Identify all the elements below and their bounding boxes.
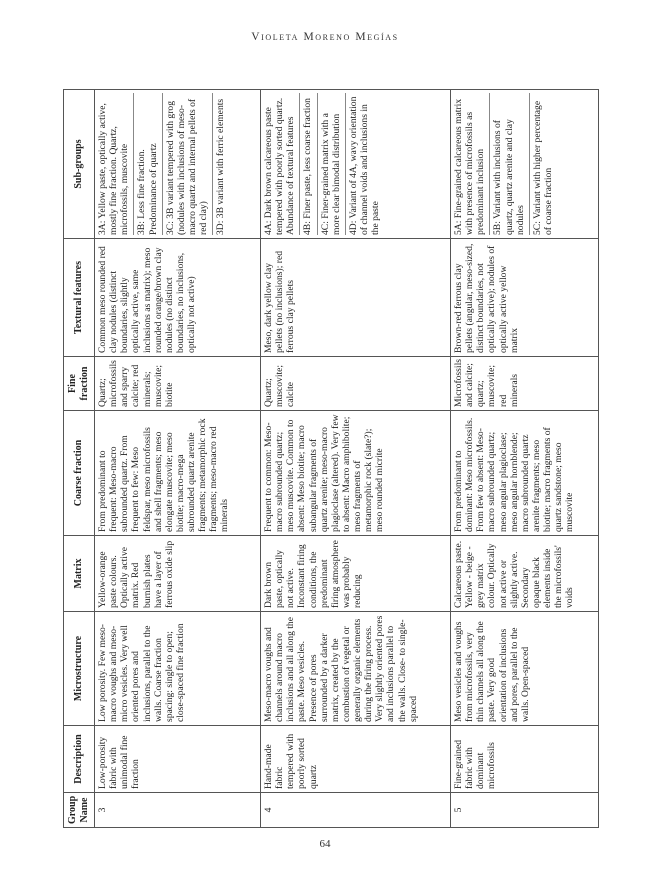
running-header: Violeta Moreno Megías xyxy=(251,31,399,43)
group-name-cell: 4 xyxy=(261,793,451,828)
fabric-groups-table xyxy=(63,89,599,828)
microstructure-cell: Meso vesicles and voughs from microfossils, very thin channels all along the paste. Very good orientation of inclusions and pores, parallel to the walls. Open-spaced xyxy=(451,612,599,726)
column-header: Microstructure xyxy=(64,612,95,726)
column-header: Fine fraction xyxy=(64,357,95,411)
group-name-cell: 5 xyxy=(451,793,599,828)
sub-group-item: 4B: Finer paste, less coarse fraction xyxy=(300,93,317,235)
sub-groups-cell xyxy=(261,90,451,239)
matrix-cell: Yellow-orange paste colours. Optically active matrix. Red burnish plates have a layer of ferrous oxide slip xyxy=(95,536,261,612)
table-row xyxy=(451,90,599,828)
sub-group-item: 3A: Yellow paste, optically active, mostly fine fraction. Quartz, microfossils, muscovite xyxy=(95,93,134,235)
sub-group-item: 3C: 3B variant tempered with grog (nodules with inclusions of meso-macro quartz and internal pellets of red clay) xyxy=(163,93,214,235)
microstructure-cell: Meso-macro voughs and channels around macro inclusions and all along the paste. Meso vesicles. Presence of pores surrounded by a darker matrix, created by the combustion of vegetal or generally organic elements during the firing process. Very slightly oriented pores and inclusions parallel to the walls. Close- to single-spaced xyxy=(261,612,451,726)
rotated-table-area xyxy=(63,90,599,828)
sub-group-item: 5B: Variant with inclusions of quartz, quartz arenite and clay nodules xyxy=(490,93,529,235)
column-header: Description xyxy=(64,726,95,793)
textural-features-cell: Brown-red ferrous clay pellets (angular, meso-sized, distinct boundaries, not optically active); nodules of optically active yellow matrix xyxy=(451,239,599,357)
column-header: Coarse fraction xyxy=(64,411,95,536)
fine-fraction-cell: Quartz; microfossils and sparry calcite; red minerals; muscovite; biotite xyxy=(95,357,261,411)
page-number: 64 xyxy=(319,838,331,850)
table-row xyxy=(95,90,261,828)
column-header: Textural features xyxy=(64,239,95,357)
column-header: Sub-groups xyxy=(64,90,95,239)
sub-group-item: 5C: Variant with higher percentage of coarse fraction xyxy=(531,100,554,235)
table-row xyxy=(261,90,451,828)
group-name-cell: 3 xyxy=(95,793,261,828)
sub-groups-cell xyxy=(451,90,599,239)
fine-fraction-cell: Microfossils and calcite; quartz; muscovite; red minerals xyxy=(451,357,599,411)
sub-group-item: 5A: Fine-grained calcareous matrix with presence of microfossils as predominant inclusion xyxy=(451,93,490,235)
description-cell: Fine-grained fabric with dominant microfossils xyxy=(451,726,599,793)
textural-features-cell: Meso, dark yellow clay pellets (no inclusions); red ferrous clay pellets xyxy=(261,239,451,357)
sub-group-item: 4A: Dark brown calcareous paste tempered with poorly sorted quartz. Abundance of textural features xyxy=(261,93,300,235)
description-cell: Hand-made fabric tempered with poorly sorted quartz xyxy=(261,726,451,793)
textural-features-cell: Common meso rounded red clay nodules (distinct boundaries, slightly optically active, same inclusions as matrix); meso rounded orange/brown clay nodules (no distinct boundaries, no inclusions, optically not active) xyxy=(95,239,261,357)
fine-fraction-cell: Quartz; muscovite; calcite xyxy=(261,357,451,411)
matrix-cell: Dark brown paste, optically not active. Inconstant firing conditions, the predominant firing atmosphere was probably reducing xyxy=(261,536,451,612)
matrix-cell: Calcareous paste. Yellow - beige - grey matrix colour. Optically not active or slightly active. Secondary opaque black elements inside the microfossils' voids xyxy=(451,536,599,612)
coarse-fraction-cell: From predominant to frequent: Meso-macro subrounded quartz. From frequent to few: Meso feldspar, meso microfossils and shell fragments; meso elongate muscovite; meso biotite; macro-mega subrounded quartz arenite fragments; metamorphic rock fragments; meso-macro red minerals xyxy=(95,411,261,536)
sub-groups-cell xyxy=(95,90,261,239)
column-header: Group Name xyxy=(64,793,95,828)
table-header-row xyxy=(64,90,95,828)
microstructure-cell: Low porosity. Few meso-macro voughs and meso-micro vesicles. Very well oriented pores and inclusions, parallel to the walls. Coarse fraction spacing: single to open; close-spaced fine fraction xyxy=(95,612,261,726)
sub-group-item: 3D: 3B variant with ferric elements xyxy=(215,98,227,235)
coarse-fraction-cell: Frequent to common: Meso-macro subrounded quartz; meso muscovite. Common to absent: Meso biotite; macro subangular fragments of quartz arenite; meso-macro plagioclase (altered). Very few to absent: Macro amphibolite; meso fragments of metamorphic rock (slate?); meso rounded micrite xyxy=(261,411,451,536)
sub-group-item: 4D: Variant of 4A, wavy orientation of channel voids and inclusions in the paste xyxy=(347,96,381,235)
sub-group-item: 3B: Less fine fraction. Predominance of quartz xyxy=(134,93,162,235)
sub-group-item: 4C: Finer-grained matrix with a more clear bimodal distribution xyxy=(318,93,346,235)
column-header: Matrix xyxy=(64,536,95,612)
description-cell: Low-porosity fabric with unimodal fine fraction xyxy=(95,726,261,793)
coarse-fraction-cell: From predominant to dominant: Meso microfossils. From few to absent: Meso-macro subrounded quartz; meso angular plagioclase; meso angular hornblende; macro subrounded quartz arenite fragments; meso biotite; macro fragments of quartz sandstone; meso muscovite xyxy=(451,411,599,536)
